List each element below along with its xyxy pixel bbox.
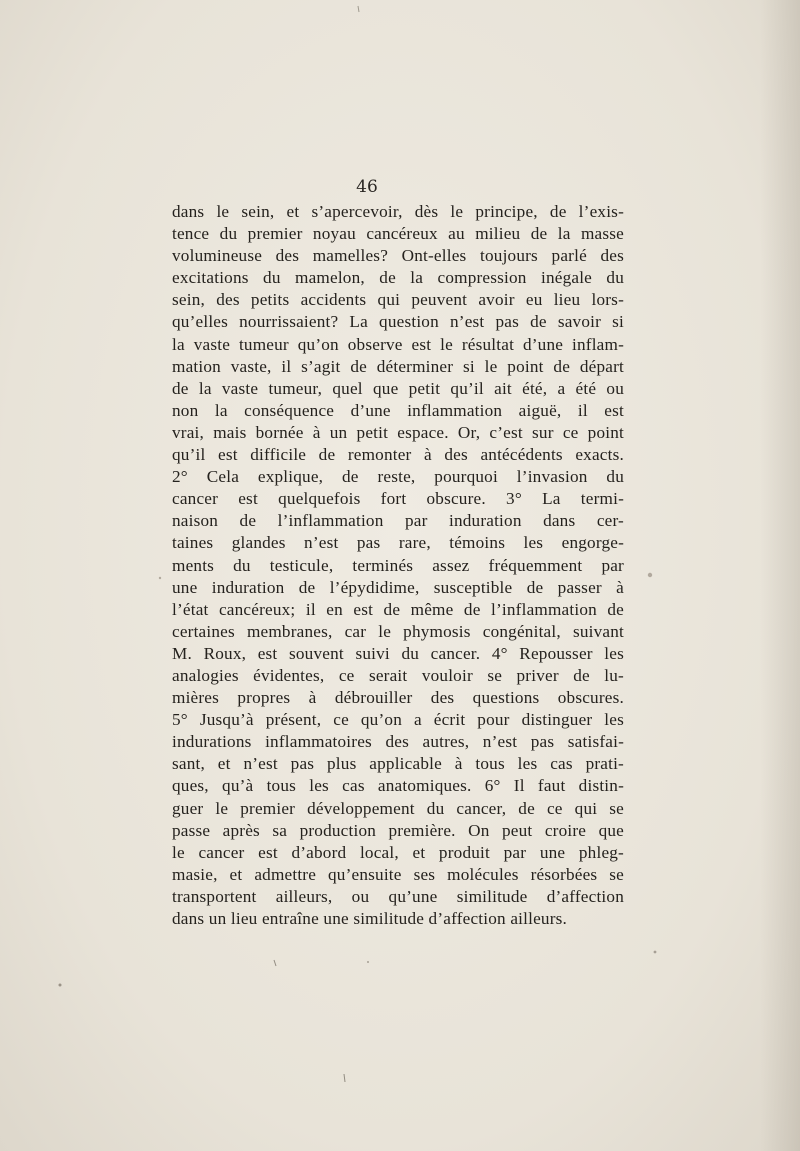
speck (648, 573, 652, 577)
text-line: transportent ailleurs, ou qu’une similitude d’affection (172, 886, 624, 906)
text-line: volumineuse des mamelles? Ont-elles toujours parlé des (172, 246, 624, 266)
text-line: vrai, mais bornée à un petit espace. Or, c’est sur ce point (172, 422, 624, 442)
text-line: masie, et admettre qu’ensuite ses molécules résorbées se (172, 864, 624, 884)
text-line: certaines membranes, car le phymosis congénital, suivant (172, 621, 624, 641)
body-text (172, 201, 624, 930)
text-line: passe après sa production première. On peut croire que (172, 820, 624, 840)
text-line: excitations du mamelon, de la compression inégale du (172, 268, 624, 288)
text-line: cancer est quelquefois fort obscure. 3° La termi- (172, 489, 624, 509)
text-line: naison de l’inflammation par induration dans cer- (172, 511, 624, 531)
text-line: qu’elles nourrissaient? La question n’est pas de savoir si (172, 312, 624, 332)
speck (367, 961, 369, 963)
page-edge-shadow (760, 0, 800, 1151)
text-line: indurations inflammatoires des autres, n’est pas satisfai- (172, 732, 624, 752)
speck (159, 577, 161, 579)
text-line: ques, qu’à tous les cas anatomiques. 6° Il faut distin- (172, 776, 624, 796)
speck (344, 1074, 345, 1082)
text-line: taines glandes n’est pas rare, témoins les engorge- (172, 533, 624, 553)
text-line: sein, des petits accidents qui peuvent avoir eu lieu lors- (172, 290, 624, 310)
speck (274, 960, 276, 966)
speck (654, 951, 657, 954)
text-line: dans le sein, et s’apercevoir, dès le principe, de l’exis- (172, 202, 624, 221)
page-number: 46 (356, 177, 378, 197)
text-line: le cancer est d’abord local, et produit par une phleg- (172, 842, 624, 862)
text-line: qu’il est difficile de remonter à des antécédents exacts. (172, 445, 624, 465)
text-line: analogies évidentes, ce serait vouloir se priver de lu- (172, 665, 624, 685)
text-line: 2° Cela explique, de reste, pourquoi l’invasion du (172, 467, 624, 487)
text-line: mation vaste, il s’agit de déterminer si le point de départ (172, 356, 624, 376)
text-line: de la vaste tumeur, quel que petit qu’il ait été, a été ou (172, 378, 624, 398)
text-line: 5° Jusqu’à présent, ce qu’on a écrit pour distinguer les (172, 710, 624, 730)
speck (59, 984, 62, 987)
text-line: ments du testicule, terminés assez fréquemment par (172, 555, 624, 575)
text-line: tence du premier noyau cancéreux au milieu de la masse (172, 224, 624, 244)
text-line: dans un lieu entraîne une similitude d’affection ailleurs. (172, 909, 568, 928)
text-line: guer le premier développement du cancer, de ce qui se (172, 798, 624, 818)
text-line: l’état cancéreux; il en est de même de l’inflammation de (172, 599, 624, 619)
text-line: une induration de l’épydidime, susceptible de passer à (172, 577, 624, 597)
text-line: sant, et n’est pas plus applicable à tous les cas prati- (172, 754, 624, 774)
text-line: mières propres à débrouiller des questions obscures. (172, 688, 624, 708)
text-line: la vaste tumeur qu’on observe est le résultat d’une inflam- (172, 334, 624, 354)
speck (358, 6, 359, 12)
text-line: non la conséquence d’une inflammation aiguë, il est (172, 400, 624, 420)
text-line: M. Roux, est souvent suivi du cancer. 4° Repousser les (172, 643, 624, 663)
